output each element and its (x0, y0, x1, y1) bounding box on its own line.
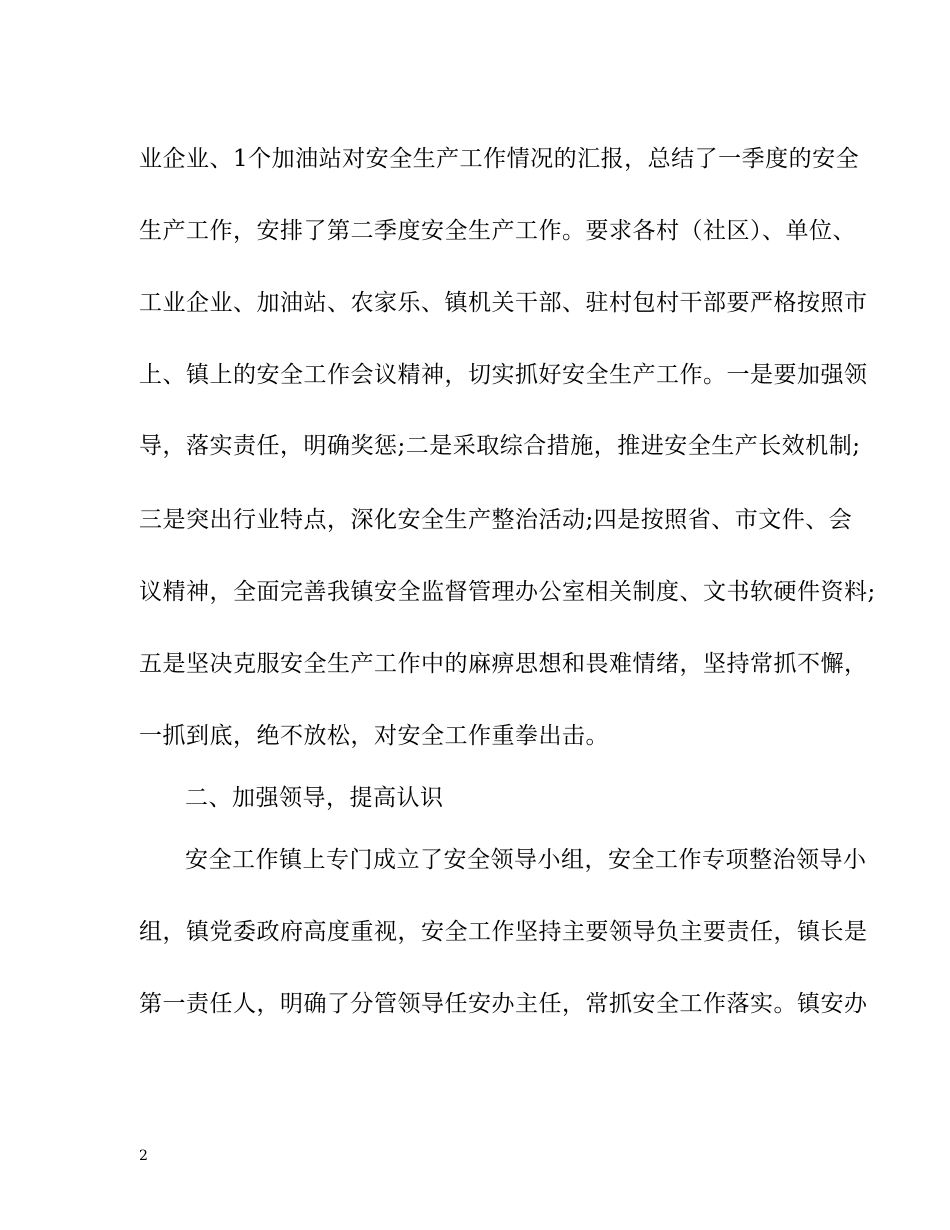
page-number: 2 (139, 1148, 148, 1164)
paragraph-line: 安全工作镇上专门成立了安全领导小组，安全工作专项整治领导小 (185, 847, 867, 873)
paragraph-line: 工业企业、加油站、农家乐、镇机关干部、驻村包村干部要严格按照市 (139, 290, 868, 316)
paragraph-line: 一抓到底，绝不放松，对安全工作重拳出击。 (139, 723, 609, 749)
paragraph-line: 上、镇上的安全工作会议精神，切实抓好安全生产工作。一是要加强领 (139, 362, 868, 388)
section-heading: 二、加强领导，提高认识 (185, 785, 444, 811)
paragraph-line: 生产工作，安排了第二季度安全生产工作。要求各村（社区）、单位、 (139, 218, 856, 244)
paragraph-line: 业企业、1个加油站对安全生产工作情况的汇报，总结了一季度的安全 (139, 146, 860, 172)
paragraph-line: 组，镇党委政府高度重视，安全工作坚持主要领导负主要责任，镇长是 (139, 919, 868, 945)
paragraph-line: 五是坚决克服安全生产工作中的麻痹思想和畏难情绪，坚持常抓不懈， (139, 651, 868, 677)
paragraph-line: 议精神，全面完善我镇安全监督管理办公室相关制度、文书软硬件资料; (139, 579, 876, 605)
paragraph-line: 第一责任人，明确了分管领导任安办主任，常抓安全工作落实。镇安办 (139, 991, 868, 1017)
paragraph-line: 导，落实责任，明确奖惩;二是采取综合措施，推进安全生产长效机制; (139, 433, 861, 459)
paragraph-line: 三是突出行业特点，深化安全生产整治活动;四是按照省、市文件、会 (139, 507, 853, 533)
